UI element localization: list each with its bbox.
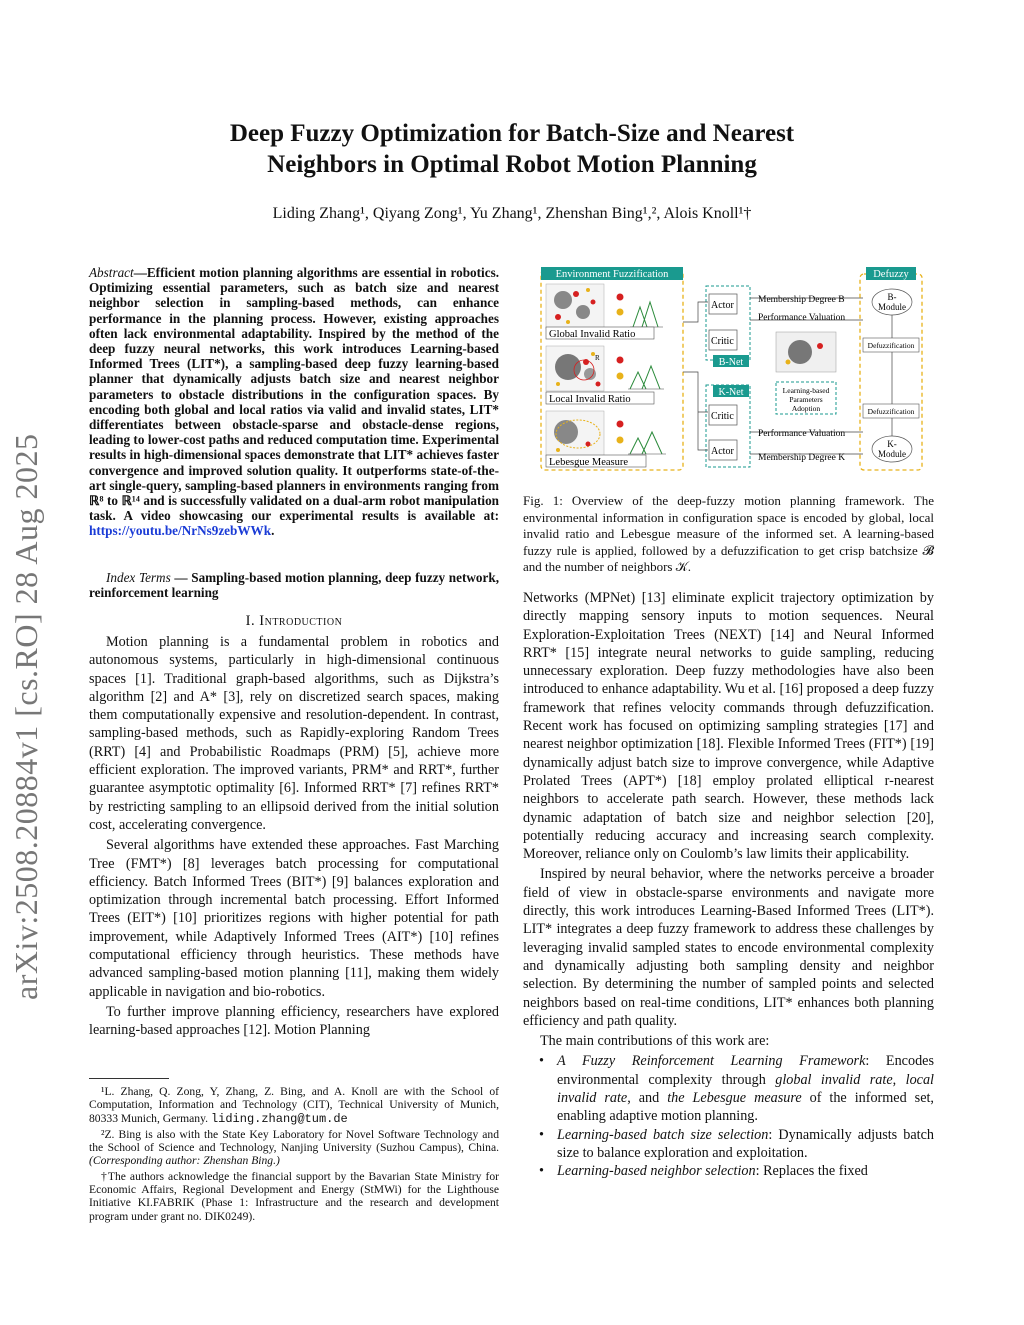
list-item: • Learning-based batch size selection: Dynamically adjusts batch size to balance exploration and exploitation. — [539, 1126, 934, 1163]
local-panel — [546, 346, 664, 391]
right-column-body — [523, 589, 934, 1181]
lebesgue-panel — [546, 411, 666, 456]
bnet-actor: Actor — [711, 300, 734, 311]
body-paragraph: Inspired by neural behavior, where the networks perceive a broader field of view in obstacle-sparse environments and navigate more directly, this work introduces Learning-Based Informed Trees (LIT*). LIT* integrates a deep fuzzy framework to address these challenges by leveraging invalid sampled states to encode environmental complexity and dynamically adjusting both sampling density and neighbor selection. By determining the number of sampled points and selected neighbors based on real-time conditions, LIT* enhances both planning efficiency and path quality. — [523, 866, 934, 1029]
membership-b: Membership Degree B — [758, 295, 845, 305]
intro-paragraph: To further improve planning efficiency, researchers have explored learning-based approaches [12]. Motion Planning — [89, 1003, 499, 1039]
introduction-body — [89, 633, 499, 1042]
figure-caption: Fig. 1: Overview of the deep-fuzzy motion planning framework. The environmental information in configuration space is encoded by global, local invalid ratio and Lebesgue measure of the informed set. A learning-based fuzzy rule is applied, followed by a defuzzification to get crisp batchsize 𝓑 and the number of neighbors 𝒦. — [523, 493, 934, 574]
svg-text:Module: Module — [878, 302, 906, 312]
body-paragraph: Networks (MPNet) [13] eliminate explicit trajectory optimization by directly mapping sensory inputs to motion sequences. Neural Exploration-Exploitation Trees (NEXT) [14] and Neural Informed RRT* [15] integrate neural networks to guide sampling, reducing unnecessary exploration. Deep fuzzy methodologies have also been introduced to enhance adaptability. Wu et al. [16] proposed a deep fuzzy framework that refines velocity commands through defuzzification. Recent work has focused on optimizing sampling strategies [17] and nearest neighbor optimization [18]. Flexible Informed Trees (FIT*) [19] dynamically adjust batch size to improve convergence, while Adaptive Prolated Trees (APT*) [18] employ prolated elliptical r-nearest neighbors to accelerate path search. However, these methods lack dynamic adaptation of batch size and neighbor selection [20], potentially reducing accuracy and increasing search complexity. Moreover, reliance only on Coulomb’s law limits their applicability. — [523, 590, 934, 863]
bnet-critic: Critic — [711, 336, 734, 347]
footnote-funding: †The authors acknowledge the financial support by the Bavarian State Ministry for Economic Affairs, Regional Development and Energy (StMWi) for the Lighthouse Initiative KI.FABRIK (Phase 1: Infrastructure and the research and development program under grant no. DIK0249). — [89, 1169, 499, 1223]
svg-text:B-: B- — [887, 292, 897, 302]
author-list: Liding Zhang¹, Qiyang Zong¹, Yu Zhang¹, Zhenshan Bing¹,², Alois Knoll¹† — [272, 205, 752, 222]
svg-text:Adoption: Adoption — [791, 404, 821, 413]
svg-text:Module: Module — [878, 449, 906, 459]
defuzzification-k: Defuzzification — [867, 407, 915, 416]
video-link[interactable]: https://youtu.be/NrNs9zebWWk — [89, 523, 272, 539]
abstract: Abstract—Efficient motion planning algorithms are essential in robotics. Optimizing essential parameters, such as batch size and nearest neighbor selection in sampling-based methods, can enhance performance in the planning process. However, existing approaches often lack environmental adaptability. Inspired by the method of the deep fuzzy neural networks, this work introduces Learning-based Informed Trees (LIT*), a sampling-based deep fuzzy learning-based planner that dynamically adjusts batch size and nearest neighbor parameters to obstacle distributions in the configuration spaces. By encoding both global and local ratios via valid and invalid states, LIT* differentiates between obstacle-sparse and obstacle-dense regions, leading to lower-cost paths and reduced computation time. Experimental results in high-dimensional spaces demonstrate that LIT* achieves faster convergence and improved solution quality. It outperforms state-of-the-art single-query, sampling-based planners in environments ranging from ℝ⁸ to ℝ¹⁴ and is successfully validated on a dual-arm robot manipulation task. A video showcasing our experimental results is available at: https://youtu.be/NrNs9zebWWk. — [89, 265, 499, 539]
abstract-label: Abstract — [89, 265, 134, 280]
lebesgue-label: Lebesgue Measure — [549, 457, 629, 468]
global-panel — [546, 284, 663, 329]
section-heading: I. Introduction — [245, 613, 343, 629]
env-title: Environment Fuzzification — [555, 269, 669, 280]
local-label: Local Invalid Ratio — [549, 394, 631, 405]
footnote-secondary: ²Z. Bing is also with the State Key Laboratory for Novel Software Technology and the School of Science and Technology, Nanjing University (Suzhou Campus), China. (Corresponding author: Zhenshan Bing.) — [89, 1127, 499, 1168]
performance-b: Performance Valuation — [758, 313, 846, 323]
arxiv-sidebar — [8, 433, 44, 1001]
email: liding.zhang@tum.de — [210, 1111, 348, 1126]
svg-text:Parameters: Parameters — [789, 395, 823, 404]
framework-figure — [538, 262, 928, 487]
index-terms-text: — Sampling-based motion planning, deep fuzzy network, reinforcement learning — [89, 570, 499, 601]
performance-k: Performance Valuation — [758, 429, 846, 439]
index-terms — [89, 570, 499, 600]
list-item: • A Fuzzy Reinforcement Learning Framework: Encodes environmental complexity through global invalid rate, local invalid rate, and the Lebesgue measure of the informed set, enabling adaptive motion planning. — [539, 1052, 934, 1125]
intro-paragraph: Several algorithms have extended these approaches. Fast Marching Tree (FMT*) [8] leverages batch processing for computational efficiency. Batch Informed Trees (BIT*) [9] balances exploration and optimization through incremental batch processing. Effort Informed Trees (EIT*) [10] prioritizes regions with higher potential for path improvement, while Adaptively Informed Trees (AIT*) [10] refines computational efficiency through heuristics. These methods have advanced sampling-based motion planning [11], making them widely applicable in navigation and bio-robotics. — [89, 837, 499, 1000]
svg-text:K-: K- — [887, 439, 897, 449]
arxiv-id: arXiv:2508.20884v1 [cs.RO] 28 Aug 2025 — [8, 433, 44, 1000]
knet-actor: Actor — [711, 446, 734, 457]
bnet-label: B-Net — [718, 357, 744, 368]
footnotes — [89, 1085, 499, 1225]
abstract-text: —Efficient motion planning algorithms are essential in robotics. Optimizing essential parameters, such as batch size and nearest neighbor selection in sampling-based methods, can enhance performance in the planning process. However, existing approaches often lack environmental adaptability. Inspired by the method of the deep fuzzy neural networks, this work introduces Learning-based Informed Trees (LIT*), a sampling-based deep fuzzy learning-based planner that dynamically adjusts batch size and nearest neighbor parameters to obstacle distributions in the configuration spaces. By encoding both global and local ratios via valid and invalid states, LIT* differentiates between obstacle-sparse and obstacle-dense regions, leading to lower-cost paths and reduced computation time. Experimental results in high-dimensional spaces demonstrate that LIT* achieves faster convergence and improved solution quality. It outperforms state-of-the-art single-query, sampling-based planners in environments ranging from ℝ⁸ to ℝ¹⁴ and is successfully validated on a dual-arm robot manipulation task. A video showcasing our experimental results is available at: — [89, 265, 499, 524]
paper-title: Deep Fuzzy Optimization for Batch-Size and Nearest Neighbors in Optimal Robot Motion Planning — [229, 120, 795, 178]
body-paragraph: The main contributions of this work are: — [540, 1033, 770, 1050]
knet-critic: Critic — [711, 411, 734, 422]
contribution-list — [523, 1052, 934, 1180]
membership-k: Membership Degree K — [758, 453, 846, 463]
footnote-affiliation: ¹L. Zhang, Q. Zong, Y, Zhang, Z. Bing, and A. Knoll are with the School of Computation, Information and Technology (CIT), Technical University of Munich, 80333 Munich, Germany. liding.zhang@tum.de — [89, 1085, 499, 1126]
svg-text:Learning-based: Learning-based — [782, 386, 830, 395]
index-terms-label: Index Terms — [106, 570, 171, 585]
knet-label: K-Net — [718, 387, 744, 398]
list-item: • Learning-based neighbor selection: Replaces the fixed — [539, 1162, 934, 1180]
intro-paragraph: Motion planning is a fundamental problem in robotics and autonomous systems, particularly in high-dimensional continuous spaces [1]. Traditional graph-based algorithms, such as Dijkstra’s algorithm [2] and A* [3], rely on discretized search spaces, making them computationally expensive and resolution-dependent. In contrast, sampling-based methods, such as Rapidly-exploring Random Trees (RRT) [4] and Probabilistic Roadmaps (PRM) [5], achieve more efficient exploration. The improved variants, PRM* and RRT*, further guarantee asymptotic optimality [6]. Informed RRT* [7] refines RRT* by restricting sampling to an ellipsoid derived from the initial solution cost, accelerating convergence. — [89, 634, 499, 833]
footnote-rule — [89, 1078, 169, 1079]
global-label: Global Invalid Ratio — [549, 329, 636, 340]
defuzzy-title: Defuzzy — [873, 269, 909, 280]
defuzzification-b: Defuzzification — [867, 341, 915, 350]
svg-text:R: R — [595, 354, 600, 362]
